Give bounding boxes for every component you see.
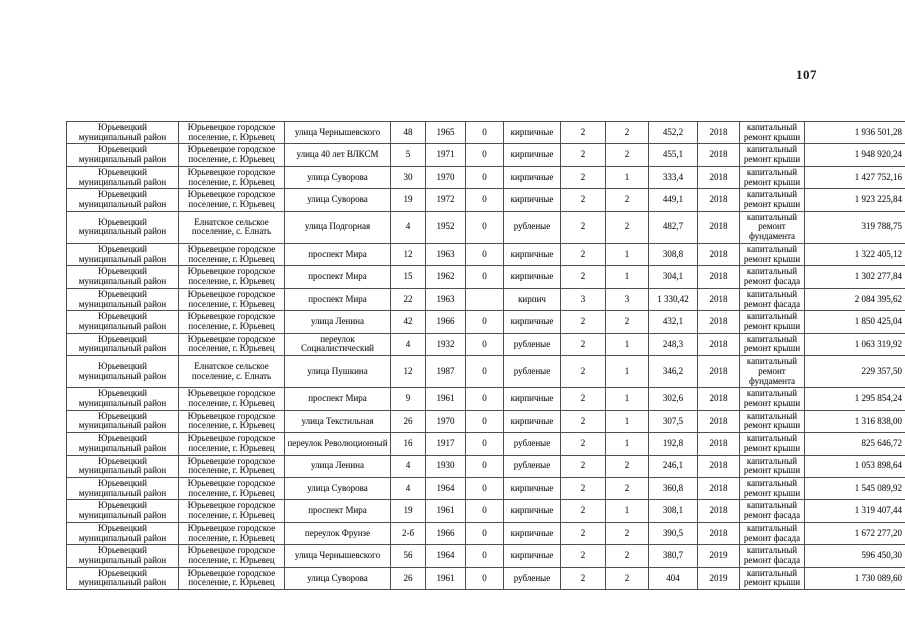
table-cell: 1964 [426, 545, 466, 567]
table-cell: 2019 [698, 567, 740, 589]
table-cell: 1 [606, 410, 649, 432]
table-cell: Юрьевецкий муниципальный район [67, 189, 179, 211]
table-body [67, 122, 905, 590]
table-cell: Юрьевецкое городское поселение, г. Юрьевец [179, 288, 285, 310]
table-cell: улица Суворова [285, 166, 391, 188]
table-cell: 1 330,42 [649, 288, 698, 310]
table-cell: 19 [391, 189, 426, 211]
table-cell [466, 288, 504, 310]
table-cell: проспект Мира [285, 388, 391, 410]
table-cell: 1 [606, 388, 649, 410]
table-cell: Юрьевецкое городское поселение, г. Юрьевец [179, 455, 285, 477]
table-cell: 380,7 [649, 545, 698, 567]
table-cell: 1 322 405,12 [805, 243, 905, 265]
table-cell: кирпич [504, 288, 561, 310]
table-cell: 1 672 277,20 [805, 522, 905, 544]
table-cell: Юрьевецкий муниципальный район [67, 144, 179, 166]
table-cell: Юрьевецкое городское поселение, г. Юрьевец [179, 189, 285, 211]
table-cell: кирпичные [504, 410, 561, 432]
table-cell: 2018 [698, 455, 740, 477]
table-cell: 1930 [426, 455, 466, 477]
table-cell: 3 [561, 288, 606, 310]
table-cell: Юрьевецкое городское поселение, г. Юрьевец [179, 333, 285, 355]
table-cell: Юрьевецкий муниципальный район [67, 433, 179, 455]
table-cell: капитальный ремонт фундамента [740, 211, 805, 243]
table-cell: Юрьевецкое городское поселение, г. Юрьевец [179, 410, 285, 432]
table-cell: капитальный ремонт крыши [740, 311, 805, 333]
table-cell: капитальный ремонт крыши [740, 243, 805, 265]
table-cell: 4 [391, 333, 426, 355]
table-cell: 4 [391, 211, 426, 243]
table-cell: 2018 [698, 433, 740, 455]
table-cell: 2 [561, 388, 606, 410]
table-cell: 2 [561, 333, 606, 355]
table-cell: 2 [561, 410, 606, 432]
table-cell: 390,5 [649, 522, 698, 544]
table-cell: Юрьевецкое городское поселение, г. Юрьевец [179, 433, 285, 455]
table-cell: 596 450,30 [805, 545, 905, 567]
table-row [67, 567, 905, 589]
table-cell: Елнатское сельское поселение, с. Елнать [179, 356, 285, 388]
table-cell: кирпичные [504, 122, 561, 144]
table-cell: 1 [606, 356, 649, 388]
table-cell: 26 [391, 567, 426, 589]
table-row [67, 243, 905, 265]
table-cell: 2 [606, 122, 649, 144]
table-cell: Юрьевецкий муниципальный район [67, 545, 179, 567]
table-cell: 9 [391, 388, 426, 410]
table-cell: капитальный ремонт крыши [740, 433, 805, 455]
table-cell: капитальный ремонт фасада [740, 500, 805, 522]
table-cell: 1962 [426, 266, 466, 288]
table-cell: 1970 [426, 410, 466, 432]
table-cell: 4 [391, 478, 426, 500]
table-row [67, 545, 905, 567]
table-row [67, 388, 905, 410]
table-cell: 449,1 [649, 189, 698, 211]
table-cell: 0 [466, 410, 504, 432]
table-cell: 2018 [698, 288, 740, 310]
table-cell: капитальный ремонт крыши [740, 567, 805, 589]
table-cell: 1 427 752,16 [805, 166, 905, 188]
table-cell: 319 788,75 [805, 211, 905, 243]
table-cell: 1 936 501,28 [805, 122, 905, 144]
table-cell: 0 [466, 266, 504, 288]
table-cell: 308,1 [649, 500, 698, 522]
table-cell: кирпичные [504, 388, 561, 410]
table-cell: кирпичные [504, 266, 561, 288]
table-cell: 2 [606, 522, 649, 544]
table-cell: 346,2 [649, 356, 698, 388]
table-cell: кирпичные [504, 545, 561, 567]
table-cell: 455,1 [649, 144, 698, 166]
table-row [67, 166, 905, 188]
table-cell: 2 [561, 266, 606, 288]
table-cell: 1963 [426, 243, 466, 265]
table-cell: Юрьевецкое городское поселение, г. Юрьевец [179, 144, 285, 166]
table-cell: 1966 [426, 311, 466, 333]
table-cell: 3 [606, 288, 649, 310]
table-row [67, 311, 905, 333]
table-cell: 22 [391, 288, 426, 310]
table-cell: 1 316 838,00 [805, 410, 905, 432]
table-cell: переулок Фрунзе [285, 522, 391, 544]
table-cell: Юрьевецкий муниципальный район [67, 211, 179, 243]
table-cell: переулок Революционный [285, 433, 391, 455]
table-cell: Юрьевецкий муниципальный район [67, 356, 179, 388]
table-cell: 302,6 [649, 388, 698, 410]
table-cell: 1961 [426, 500, 466, 522]
table-cell: капитальный ремонт фасада [740, 266, 805, 288]
table-cell: 1 545 089,92 [805, 478, 905, 500]
table-cell: 2 [561, 144, 606, 166]
table-cell: 42 [391, 311, 426, 333]
table-cell: 0 [466, 478, 504, 500]
table-cell: рубленые [504, 356, 561, 388]
table-cell: 2 [561, 122, 606, 144]
table-cell: 1 923 225,84 [805, 189, 905, 211]
table-cell: Юрьевецкий муниципальный район [67, 166, 179, 188]
table-cell: 2 [561, 567, 606, 589]
table-cell: 0 [466, 144, 504, 166]
table-cell: 1972 [426, 189, 466, 211]
table-cell: 2 [606, 189, 649, 211]
table-cell: 2 [606, 567, 649, 589]
table-cell: Юрьевецкий муниципальный район [67, 311, 179, 333]
table-cell: рубленые [504, 433, 561, 455]
table-cell: Юрьевецкий муниципальный район [67, 567, 179, 589]
table-cell: рубленые [504, 211, 561, 243]
table-cell: 825 646,72 [805, 433, 905, 455]
table-row [67, 189, 905, 211]
table-cell: 0 [466, 122, 504, 144]
table-cell: 2 [561, 478, 606, 500]
table-cell: капитальный ремонт крыши [740, 122, 805, 144]
table-cell: кирпичные [504, 478, 561, 500]
table-cell: кирпичные [504, 500, 561, 522]
table-cell: 2018 [698, 356, 740, 388]
table-cell: капитальный ремонт крыши [740, 166, 805, 188]
table-cell: 2018 [698, 166, 740, 188]
table-cell: 1952 [426, 211, 466, 243]
table-cell: 2018 [698, 522, 740, 544]
table-cell: капитальный ремонт крыши [740, 333, 805, 355]
table-cell: 2018 [698, 266, 740, 288]
table-cell: 0 [466, 211, 504, 243]
table-cell: 1970 [426, 166, 466, 188]
table-cell: капитальный ремонт крыши [740, 189, 805, 211]
table-cell: 1971 [426, 144, 466, 166]
table-cell: 432,1 [649, 311, 698, 333]
table-cell: 0 [466, 500, 504, 522]
table-cell: улица Пушкина [285, 356, 391, 388]
table-cell: Юрьевецкий муниципальный район [67, 388, 179, 410]
table-cell: 2018 [698, 388, 740, 410]
table-cell: кирпичные [504, 522, 561, 544]
table-cell: рубленые [504, 567, 561, 589]
table-row [67, 333, 905, 355]
table-cell: 2018 [698, 500, 740, 522]
table-cell: 0 [466, 333, 504, 355]
table-cell: 2 [606, 545, 649, 567]
table-cell: 2 [606, 211, 649, 243]
table-cell: Юрьевецкое городское поселение, г. Юрьевец [179, 166, 285, 188]
table-cell: кирпичные [504, 144, 561, 166]
table-cell: 452,2 [649, 122, 698, 144]
table-row [67, 433, 905, 455]
table-cell: 2 [561, 522, 606, 544]
table-cell: капитальный ремонт крыши [740, 144, 805, 166]
table-cell: 1 053 898,64 [805, 455, 905, 477]
table-cell: Юрьевецкий муниципальный район [67, 243, 179, 265]
table-cell: рубленые [504, 455, 561, 477]
table-cell: 0 [466, 388, 504, 410]
table-cell: 1 [606, 166, 649, 188]
table-cell: Юрьевецкое городское поселение, г. Юрьевец [179, 478, 285, 500]
table-cell: 1 730 089,60 [805, 567, 905, 589]
table-cell: улица Суворова [285, 567, 391, 589]
table-cell: Юрьевецкое городское поселение, г. Юрьевец [179, 243, 285, 265]
table-cell: капитальный ремонт фасада [740, 522, 805, 544]
table-cell: кирпичные [504, 189, 561, 211]
table-cell: Юрьевецкий муниципальный район [67, 478, 179, 500]
table-cell: 2018 [698, 478, 740, 500]
table-cell: Юрьевецкий муниципальный район [67, 122, 179, 144]
table-cell: кирпичные [504, 243, 561, 265]
table-cell: 2 [606, 311, 649, 333]
page-number: 107 [796, 67, 817, 82]
table-cell: 1961 [426, 388, 466, 410]
table-cell: капитальный ремонт фасада [740, 545, 805, 567]
table-cell: улица Подгорная [285, 211, 391, 243]
table-cell: 482,7 [649, 211, 698, 243]
table-cell: Юрьевецкий муниципальный район [67, 455, 179, 477]
table-cell: 1 295 854,24 [805, 388, 905, 410]
table-cell: Юрьевецкое городское поселение, г. Юрьевец [179, 122, 285, 144]
table-row [67, 455, 905, 477]
table-cell: улица Суворова [285, 478, 391, 500]
table-cell: капитальный ремонт крыши [740, 478, 805, 500]
table-cell: 1963 [426, 288, 466, 310]
table-cell: 2 [561, 243, 606, 265]
table-cell: Юрьевецкое городское поселение, г. Юрьевец [179, 500, 285, 522]
table-cell: 192,8 [649, 433, 698, 455]
table-cell: 48 [391, 122, 426, 144]
table-cell: Юрьевецкое городское поселение, г. Юрьевец [179, 311, 285, 333]
table-cell: 2 [606, 455, 649, 477]
table-cell: улица Чернышевского [285, 545, 391, 567]
table-cell: 0 [466, 311, 504, 333]
table-cell: 1 063 319,92 [805, 333, 905, 355]
table-cell: 0 [466, 522, 504, 544]
table-cell: 2019 [698, 545, 740, 567]
table-row [67, 144, 905, 166]
table-cell: 2 [561, 455, 606, 477]
table-cell: Юрьевецкий муниципальный район [67, 410, 179, 432]
table-cell: проспект Мира [285, 243, 391, 265]
table-cell: 2 [561, 311, 606, 333]
table-cell: 0 [466, 356, 504, 388]
table-cell: проспект Мира [285, 288, 391, 310]
table-cell: 0 [466, 166, 504, 188]
table-cell: улица Ленина [285, 455, 391, 477]
table-row [67, 288, 905, 310]
table-cell: проспект Мира [285, 266, 391, 288]
table-cell: 2 [561, 211, 606, 243]
table-cell: 1966 [426, 522, 466, 544]
table-cell: 1 850 425,04 [805, 311, 905, 333]
table-cell: 1 [606, 500, 649, 522]
table-cell: капитальный ремонт фасада [740, 288, 805, 310]
table-cell: 4 [391, 455, 426, 477]
table-cell: капитальный ремонт крыши [740, 455, 805, 477]
table-cell: 2018 [698, 144, 740, 166]
table-row [67, 500, 905, 522]
table-cell: 2018 [698, 311, 740, 333]
table-cell: 1 [606, 433, 649, 455]
table-cell: улица 40 лет ВЛКСМ [285, 144, 391, 166]
table-cell: 2018 [698, 333, 740, 355]
table-cell: улица Суворова [285, 189, 391, 211]
table-cell: Елнатское сельское поселение, с. Елнать [179, 211, 285, 243]
table-cell: Юрьевецкий муниципальный район [67, 522, 179, 544]
table-cell: Юрьевецкое городское поселение, г. Юрьевец [179, 545, 285, 567]
table-cell: 12 [391, 356, 426, 388]
table-cell: 1 319 407,44 [805, 500, 905, 522]
table-row [67, 522, 905, 544]
table-cell: 15 [391, 266, 426, 288]
table-cell: 0 [466, 433, 504, 455]
table-cell: улица Чернышевского [285, 122, 391, 144]
table-row [67, 410, 905, 432]
table-cell: 12 [391, 243, 426, 265]
table-cell: Юрьевецкое городское поселение, г. Юрьевец [179, 266, 285, 288]
table-cell: 2 [561, 545, 606, 567]
table-cell: капитальный ремонт крыши [740, 410, 805, 432]
table-cell: 2018 [698, 243, 740, 265]
table-cell: 0 [466, 455, 504, 477]
table-cell: 2018 [698, 410, 740, 432]
table-cell: 2 [561, 500, 606, 522]
table-cell: Юрьевецкое городское поселение, г. Юрьевец [179, 522, 285, 544]
table-cell: капитальный ремонт фундамента [740, 356, 805, 388]
table-row [67, 266, 905, 288]
table-cell: улица Ленина [285, 311, 391, 333]
table-cell: 308,8 [649, 243, 698, 265]
table-cell: 1 [606, 243, 649, 265]
table-cell: 16 [391, 433, 426, 455]
table-row [67, 356, 905, 388]
table-cell: капитальный ремонт крыши [740, 388, 805, 410]
table-cell: 1 948 920,24 [805, 144, 905, 166]
table-cell: 248,3 [649, 333, 698, 355]
table-cell: 229 357,50 [805, 356, 905, 388]
table-cell: 1 302 277,84 [805, 266, 905, 288]
table-cell: 1932 [426, 333, 466, 355]
table-cell: 2 [561, 166, 606, 188]
table-cell: 307,5 [649, 410, 698, 432]
table-cell: 1 [606, 333, 649, 355]
table-row [67, 478, 905, 500]
table-cell: 1964 [426, 478, 466, 500]
table-cell: 333,4 [649, 166, 698, 188]
table-cell: 56 [391, 545, 426, 567]
capital-repair-program-table [66, 121, 905, 590]
table-cell: 246,1 [649, 455, 698, 477]
table-cell: 1917 [426, 433, 466, 455]
table-cell: 2-б [391, 522, 426, 544]
table-cell: 5 [391, 144, 426, 166]
table-cell: 2 084 395,62 [805, 288, 905, 310]
table-cell: 0 [466, 567, 504, 589]
table-cell: 2 [606, 478, 649, 500]
table-cell: кирпичные [504, 166, 561, 188]
table-cell: Юрьевецкий муниципальный район [67, 288, 179, 310]
table-cell: Юрьевецкий муниципальный район [67, 333, 179, 355]
table-cell: Юрьевецкий муниципальный район [67, 500, 179, 522]
table-cell: 19 [391, 500, 426, 522]
table-cell: 0 [466, 243, 504, 265]
table-cell: 26 [391, 410, 426, 432]
table-cell: 0 [466, 545, 504, 567]
table-cell: Юрьевецкое городское поселение, г. Юрьевец [179, 567, 285, 589]
table-cell: Юрьевецкий муниципальный район [67, 266, 179, 288]
table-cell: 30 [391, 166, 426, 188]
table-cell: 2 [561, 433, 606, 455]
table-cell: 360,8 [649, 478, 698, 500]
table-cell: 2 [606, 144, 649, 166]
table-cell: 2 [561, 356, 606, 388]
table-cell: переулок Социалистический [285, 333, 391, 355]
table-cell: 304,1 [649, 266, 698, 288]
table-cell: 1987 [426, 356, 466, 388]
table-cell: 1 [606, 266, 649, 288]
table-cell: рубленые [504, 333, 561, 355]
table-cell: улица Текстильная [285, 410, 391, 432]
table-row [67, 122, 905, 144]
table-cell: 2018 [698, 189, 740, 211]
table-cell: 404 [649, 567, 698, 589]
table-cell: 1965 [426, 122, 466, 144]
table-cell: 2 [561, 189, 606, 211]
table-row [67, 211, 905, 243]
table-cell: Юрьевецкое городское поселение, г. Юрьевец [179, 388, 285, 410]
table-cell: 1961 [426, 567, 466, 589]
table-cell: 2018 [698, 122, 740, 144]
table-cell: проспект Мира [285, 500, 391, 522]
table-cell: кирпичные [504, 311, 561, 333]
table-cell: 2018 [698, 211, 740, 243]
table-cell: 0 [466, 189, 504, 211]
